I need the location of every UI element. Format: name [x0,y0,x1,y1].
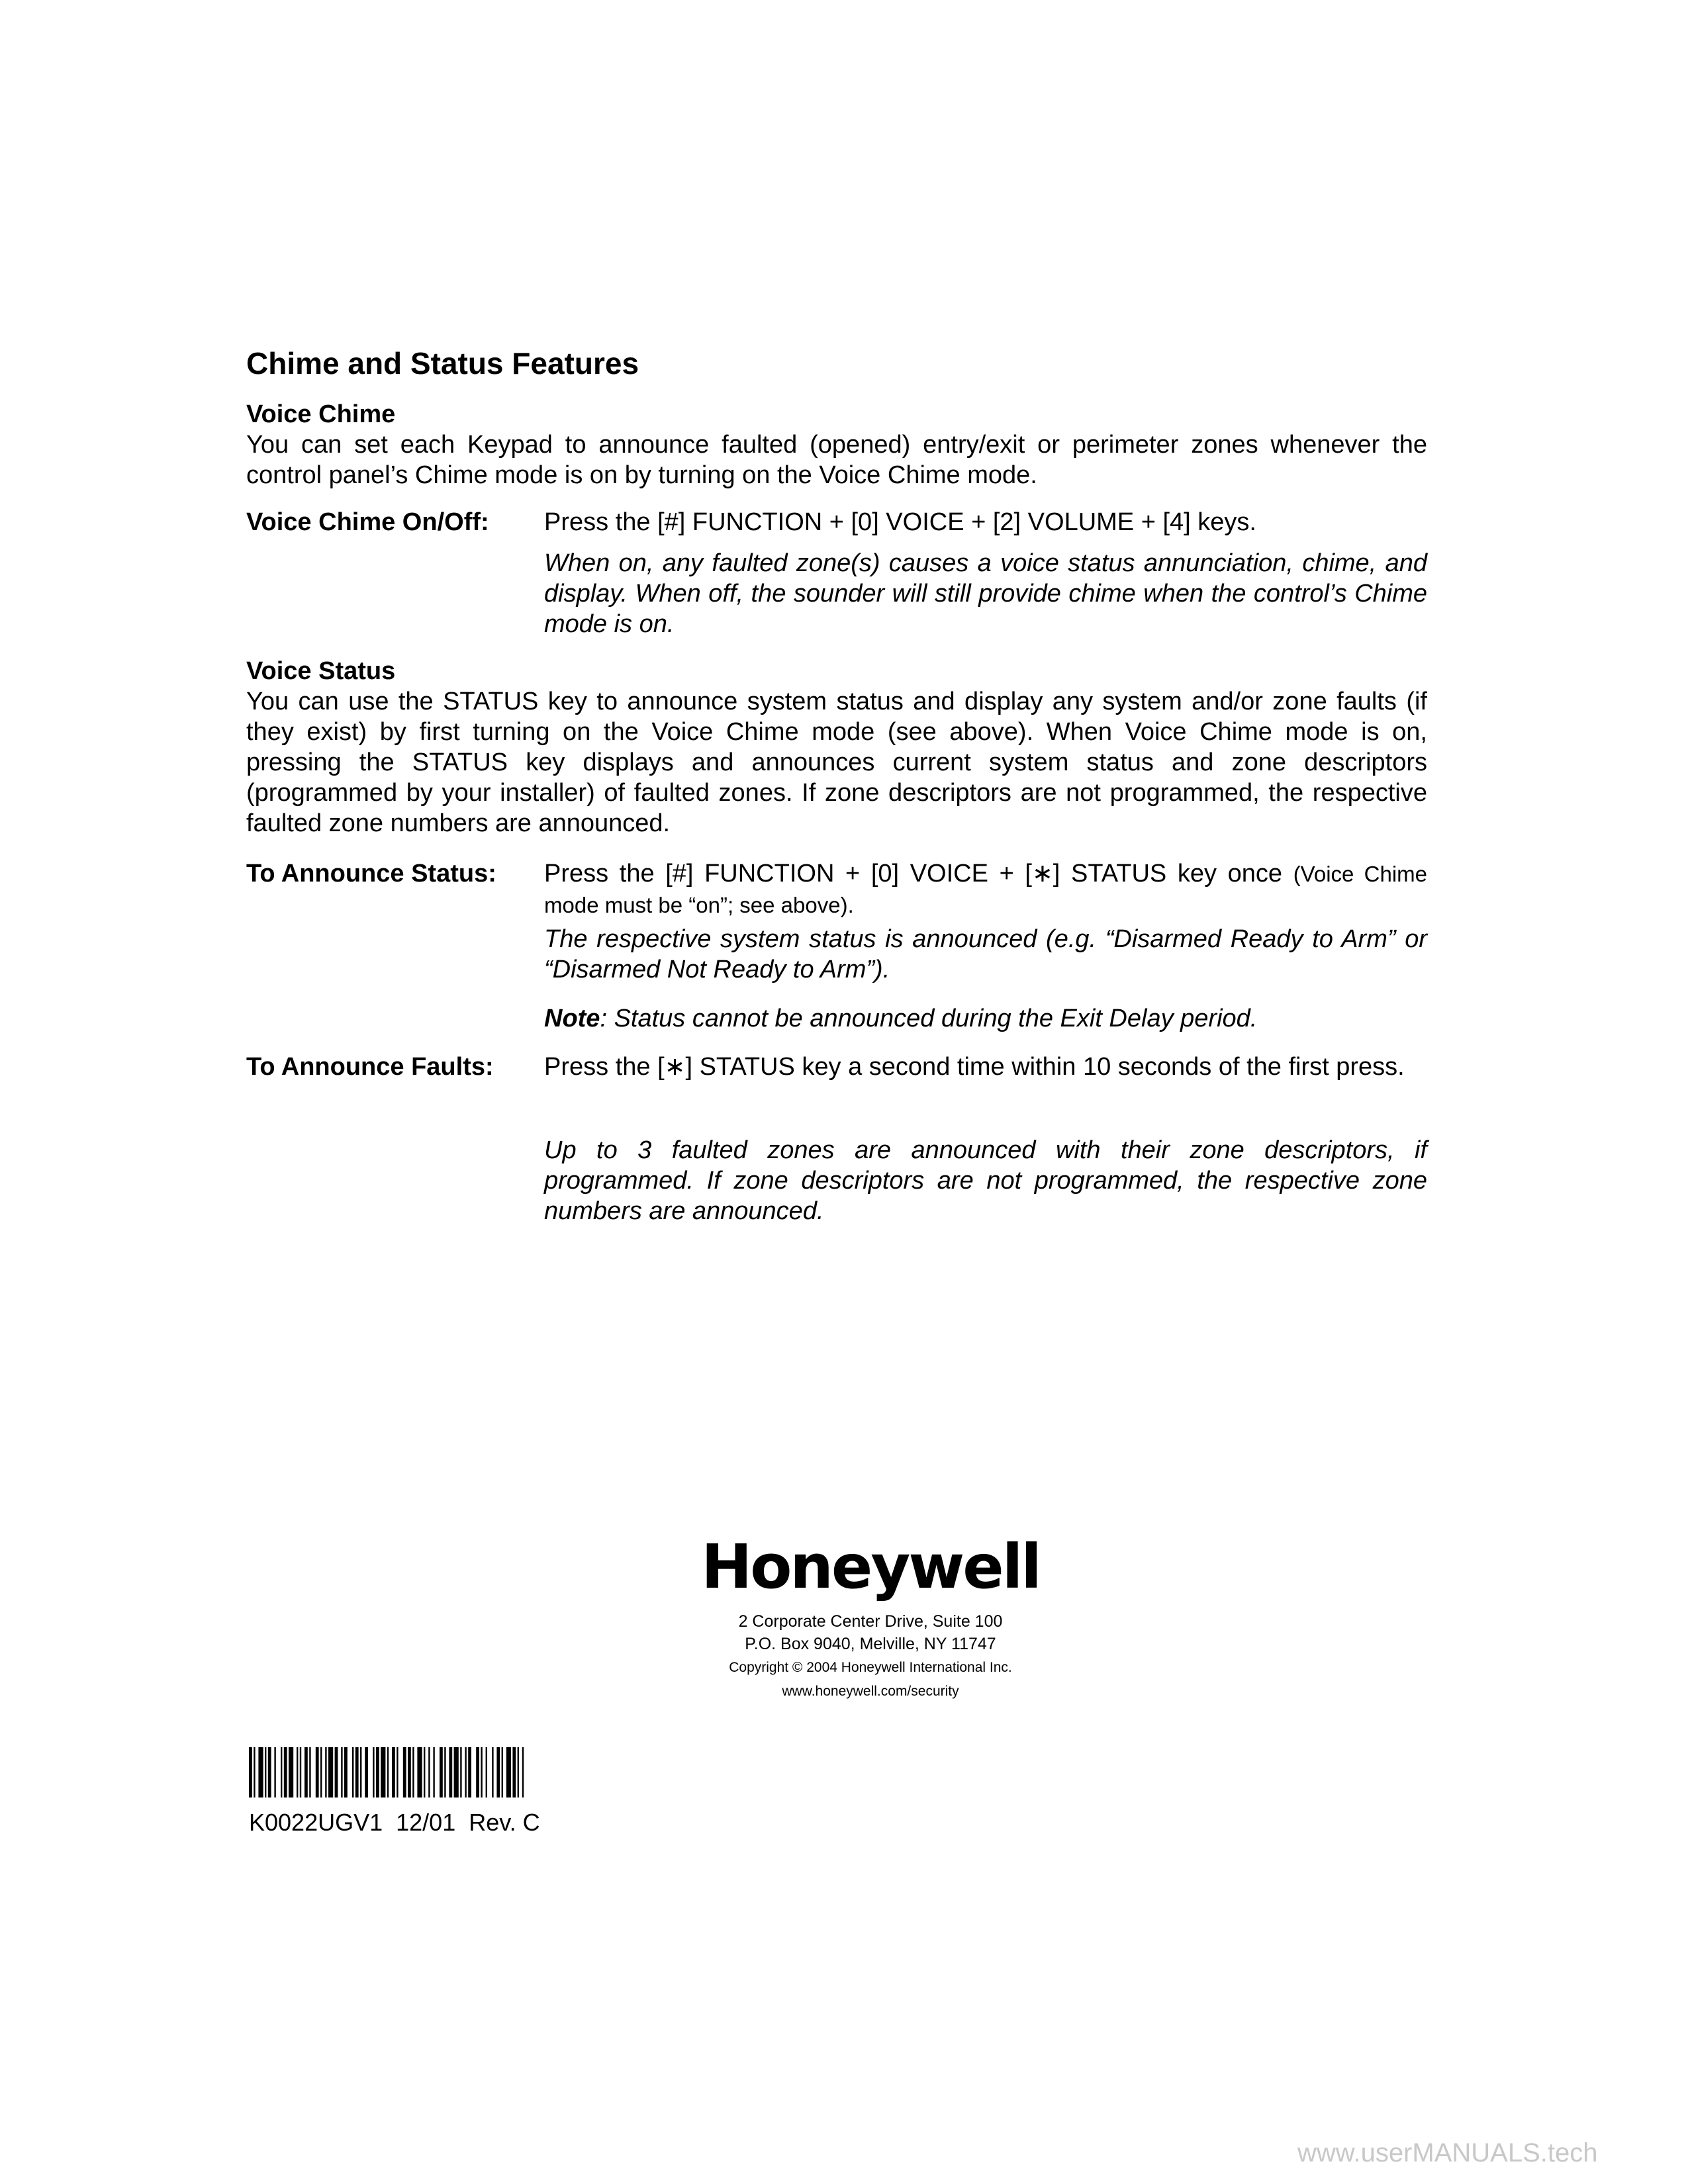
copyright: Copyright © 2004 Honeywell International Inc. [729,1660,1012,1675]
announce-status-note [544,1003,1427,1034]
voice-chime-heading: Voice Chime [246,400,396,428]
barcode-image [249,1747,600,1797]
voice-chime-on-off-description: When on, any faulted zone(s) causes a voice status annunciation, chime, and display. When off, the sounder will still provide chime when the control’s Chime mode is on. [544,549,1427,638]
announce-status-description: The respective system status is announced (e.g. “Disarmed Ready to Arm” or “Disarmed Not Ready to Arm”). [544,925,1427,983]
voice-status-heading: Voice Status [246,657,396,685]
document-code: K0022UGV1 12/01 Rev. C [249,1809,540,1836]
announce-status-instruction [544,858,1427,921]
announce-faults-label: To Announce Faults: [246,1053,494,1081]
address-line1: 2 Corporate Center Drive, Suite 100 [738,1612,1003,1631]
note-text: : Status cannot be announced during the Exit Delay period. [600,1005,1258,1032]
voice-chime-on-off-label: Voice Chime On/Off: [246,508,489,536]
announce-faults-instruction: Press the [∗] STATUS key a second time within 10 seconds of the first press. [544,1053,1405,1081]
note-label: Note [544,1005,600,1032]
announce-status-label: To Announce Status: [246,860,496,887]
voice-chime-intro: You can set each Keypad to announce faulted (opened) entry/exit or perimeter zones whenever the control panel’s Chime mode is on by turning on the Voice Chime mode. [246,431,1427,489]
watermark: www.userMANUALS.tech [1297,2138,1598,2167]
announce-status-instruction-note: (Voice Chime mode must be “on”; see above). [544,862,1427,917]
announce-status-instruction-main: Press the [#] FUNCTION + [0] VOICE + [∗] STATUS key once [544,860,1283,887]
honeywell-logo: Honeywell [701,1531,1040,1602]
section-title: Chime and Status Features [246,346,639,381]
address-line2: P.O. Box 9040, Melville, NY 11747 [745,1635,996,1653]
voice-status-intro: You can use the STATUS key to announce system status and display any system and/or zone faults (if they exist) by first turning on the Voice Chime mode (see above). When Voice Chime mode is on, pressing the STATUS key displays and announces current system status and zone descriptors (programmed by your installer) of faulted zones. If zone descriptors are not programmed, the respective faulted zone numbers are announced. [246,688,1427,837]
announce-faults-description: Up to 3 faulted zones are announced with their zone descriptors, if programmed. If zone descriptors are not programmed, the respective zone numbers are announced. [544,1136,1427,1225]
voice-chime-on-off-instruction: Press the [#] FUNCTION + [0] VOICE + [2] VOLUME + [4] keys. [544,508,1256,536]
website: www.honeywell.com/security [782,1684,959,1699]
